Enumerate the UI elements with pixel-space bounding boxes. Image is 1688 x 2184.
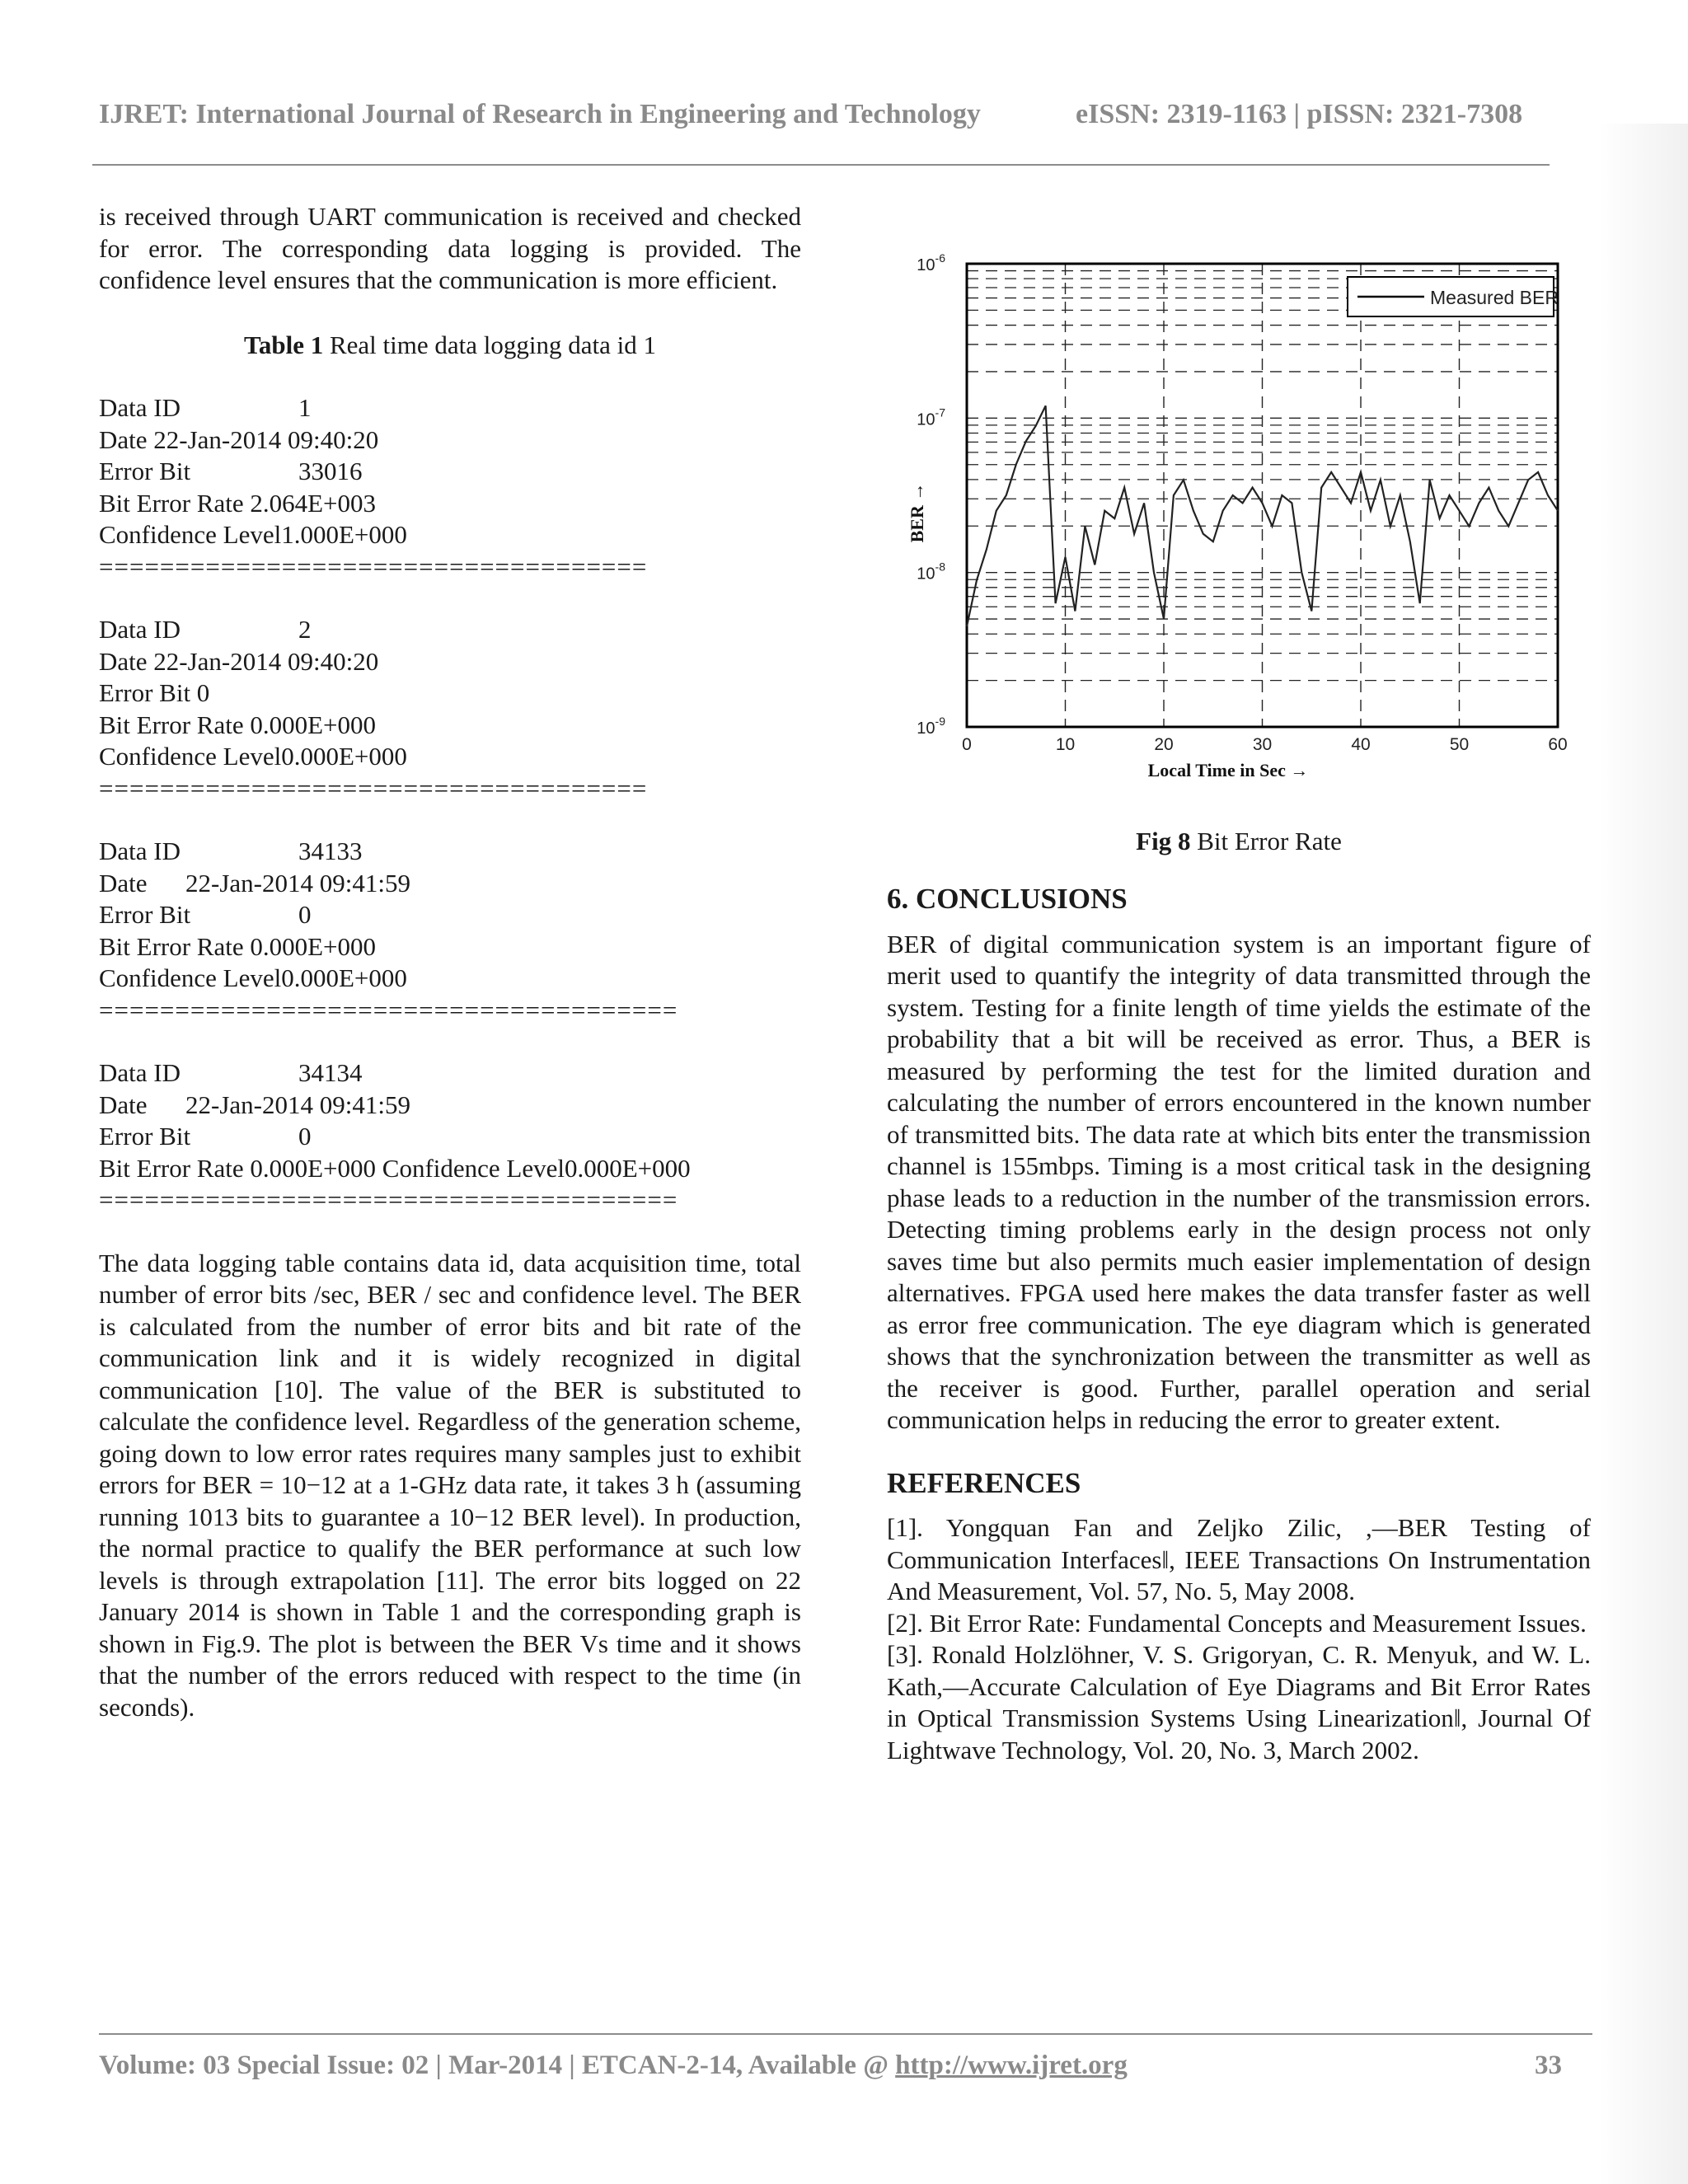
record-confidence: Confidence Level0.000E+000: [99, 742, 407, 771]
legend-label: Measured BER: [1430, 287, 1559, 308]
record-date: Date 22-Jan-2014 09:41:59: [99, 868, 410, 898]
journal-name: IJRET: International Journal of Research in Engineering and Technology: [99, 99, 981, 129]
record-id: 1: [298, 393, 312, 422]
record-id-label: Data ID: [99, 393, 181, 422]
record-ber: Bit Error Rate 0.000E+000: [99, 710, 377, 739]
y-tick-label: $10^{-9}$: [917, 715, 945, 738]
journal-link[interactable]: http://www.ijret.org: [895, 2050, 1128, 2080]
table-caption: [99, 330, 801, 362]
record-date: Date 22-Jan-2014 09:40:20: [99, 424, 379, 454]
ber-line-chart: [890, 241, 1599, 790]
record-id-label: Data ID: [99, 615, 181, 644]
page-footer: [99, 2050, 1562, 2081]
y-tick-label: $10^{-7}$: [917, 405, 945, 429]
record-separator: ====================================: [99, 551, 648, 581]
y-tick-label: $10^{-8}$: [917, 560, 945, 583]
record-error-bit: 0: [298, 1122, 312, 1151]
conclusions-heading: 6. CONCLUSIONS: [887, 883, 1128, 915]
figure-caption: [887, 827, 1591, 856]
record-id-label: Data ID: [99, 837, 181, 865]
reference-item: [1]. Yongquan Fan and Zeljko Zilic, ,―BER Testing of Communication Interfaces‖, IEEE Transactions On Instrumentation And Measurement, Vol. 57, No. 5, May 2008.: [887, 1513, 1591, 1605]
x-axis-label: Local Time in Sec →: [1147, 760, 1309, 780]
record-id: 34133: [298, 837, 363, 865]
references-heading: REFERENCES: [887, 1466, 1081, 1499]
issn-numbers: eISSN: 2319-1163 | pISSN: 2321-7308: [1076, 99, 1523, 129]
table-caption-label: Table 1: [244, 330, 324, 359]
figure-caption-text: Bit Error Rate: [1190, 827, 1342, 855]
x-tick-label: 0: [962, 735, 972, 754]
x-tick-label: 50: [1449, 735, 1470, 754]
conclusions-paragraph: BER of digital communication system is an important figure of merit used to quantify the integrity of data transmitted through the system. Testing for a finite length of time yields the estimate of the probability that a bit will be received as error. Thus, a BER is measured by performing the test for the limited duration and calculating the number of errors encountered in the known number of transmitted bits. The data rate at which bits enter the transmission channel is 155mbps. Timing is a most critical task in the designing phase leads to a reduction in the number of the transmission errors. Detecting timing problems early in the design process not only saves time but also permits much easier implementation of design alternatives. FPGA used here makes the data transfer faster as well as error free communication. The eye diagram which is generated shows that the synchronization between the transmitter as well as the receiver is good. Further, parallel operation and serial communication helps in reducing the error to greater extent.: [887, 929, 1591, 1434]
record-confidence: Confidence Level0.000E+000: [99, 963, 407, 992]
record-id-label: Data ID: [99, 1058, 181, 1087]
left-column: [99, 201, 801, 1723]
chart-legend: [1348, 277, 1559, 316]
record-id: 34134: [298, 1058, 363, 1087]
x-tick-label: 60: [1548, 735, 1568, 754]
record-date: Date 22-Jan-2014 09:40:20: [99, 646, 379, 676]
record-separator: ======================================: [99, 1185, 678, 1214]
figure-caption-label: Fig 8: [1136, 827, 1191, 855]
body-paragraph: The data logging table contains data id, data acquisition time, total number of error bits /sec, BER / sec and confidence level. The BER is calculated from the number of error bits and bit rate of the communication link and it is widely recognized in digital communication [10]. The value of the BER is substituted to calculate the confidence level. Regardless of the generation scheme, going down to low error rates requires many samples just to exhibit errors for BER = 10−12 at a 1-GHz data rate, it takes 3 h (assuming running 1013 bits to guarantee a 10−12 BER level). In production, the normal practice to qualify the BER performance at such low levels is through extrapolation [11]. The error bits logged on 22 January 2014 is shown in Table 1 and the corresponding graph is shown in Fig.9. The plot is between the BER Vs time and it shows that the number of the errors reduced with respect to the time (in seconds).: [99, 1248, 801, 1722]
data-log-record: [99, 392, 801, 583]
header-rule: [92, 164, 1550, 166]
x-tick-label: 40: [1351, 735, 1371, 754]
record-id: 2: [298, 615, 312, 644]
record-date: Date 22-Jan-2014 09:41:59: [99, 1090, 410, 1119]
record-error-bit-label: Error Bit: [99, 1122, 191, 1151]
record-error-bit-label: Error Bit 0: [99, 678, 210, 707]
record-error-bit-label: Error Bit: [99, 900, 191, 929]
footer-text: Volume: 03 Special Issue: 02 | Mar-2014 | ETCAN-2-14, Available @: [99, 2050, 896, 2080]
y-axis-label: BER →: [907, 482, 927, 543]
data-log-record: [99, 614, 801, 804]
table-caption-text: Real time data logging data id 1: [323, 330, 656, 359]
ber-figure: [890, 241, 1599, 790]
chart-grid: [967, 264, 1558, 727]
record-ber: Bit Error Rate 0.000E+000: [99, 931, 377, 961]
reference-item: [3]. Ronald Holzlöhner, V. S. Grigoryan, C. R. Menyuk, and W. L. Kath,―Accurate Calculation of Eye Diagrams and Bit Error Rates in Optical Transmission Systems Using Linearization‖, Journal Of Lightwave Technology, Vol. 20, No. 3, March 2002.: [887, 1640, 1591, 1765]
data-log-record: [99, 1057, 801, 1216]
intro-paragraph: is received through UART communication is received and checked for error. The corresponding data logging is provided. The confidence level ensures that the communication is more efficient.: [99, 202, 801, 294]
reference-item: [2]. Bit Error Rate: Fundamental Concepts and Measurement Issues.: [887, 1608, 1587, 1638]
data-log-record: [99, 836, 801, 1026]
y-tick-label: $10^{-6}$: [917, 251, 945, 274]
x-tick-label: 20: [1154, 735, 1174, 754]
record-error-bit: 0: [298, 900, 312, 929]
record-separator: ======================================: [99, 995, 678, 1024]
right-column: [887, 883, 1591, 1766]
record-error-bit: 33016: [298, 457, 363, 485]
page-edge-shadow: [1597, 124, 1688, 2184]
record-error-bit-label: Error Bit: [99, 457, 191, 485]
x-tick-label: 30: [1252, 735, 1273, 754]
x-tick-label: 10: [1055, 735, 1076, 754]
record-separator: ====================================: [99, 773, 648, 803]
record-ber: Bit Error Rate 2.064E+003: [99, 488, 377, 518]
record-ber: Bit Error Rate 0.000E+000 Confidence Level0.000E+000: [99, 1153, 691, 1183]
footer-rule: [99, 2033, 1592, 2035]
record-confidence: Confidence Level1.000E+000: [99, 520, 407, 549]
page-number: 33: [1535, 2050, 1562, 2080]
